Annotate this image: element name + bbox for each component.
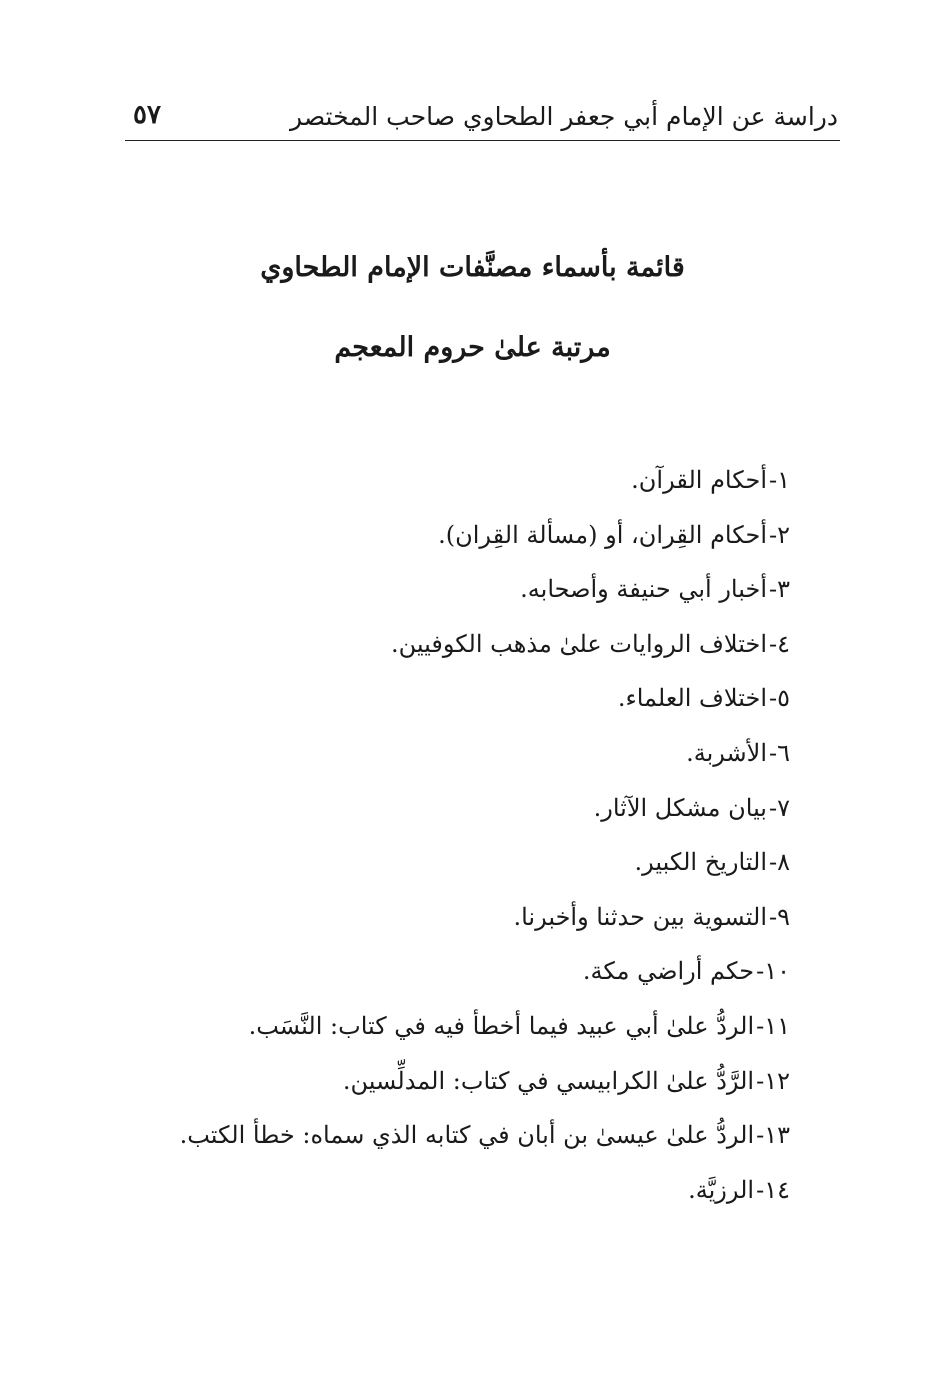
item-text: الرَّدُّ علىٰ الكرابيسي في كتاب: المدلِّسين.: [342, 1066, 755, 1095]
item-number: ٢-: [769, 520, 790, 549]
list-item: [110, 897, 790, 952]
works-list: [110, 460, 790, 1224]
item-text: التاريخ الكبير.: [634, 848, 767, 877]
item-text: الأشربة.: [686, 738, 767, 767]
list-item: [110, 1061, 790, 1116]
main-heading: قائمة بأسماء مصنَّفات الإمام الطحاوي: [260, 252, 685, 283]
item-number: ٤-: [769, 629, 790, 658]
header-title: دراسة عن الإمام أبي جعفر الطحاوي صاحب المختصر: [290, 102, 838, 131]
sub-heading: مرتبة علىٰ حروم المعجم: [334, 332, 611, 363]
item-number: ٩-: [769, 902, 790, 931]
item-text: التسوية بين حدثنا وأخبرنا.: [513, 902, 767, 931]
item-number: ١١-: [756, 1011, 790, 1040]
list-item: [110, 1170, 790, 1225]
item-number: ١٠-: [756, 957, 790, 986]
item-number: ١٤-: [756, 1175, 790, 1204]
list-item: [110, 678, 790, 733]
item-text: اختلاف العلماء.: [617, 684, 767, 713]
item-number: ١٢-: [756, 1066, 790, 1095]
item-text: بيان مشكل الآثار.: [593, 793, 767, 822]
item-text: أخبار أبي حنيفة وأصحابه.: [520, 575, 767, 604]
item-text: اختلاف الروايات علىٰ مذهب الكوفيين.: [391, 629, 767, 658]
item-number: ٨-: [769, 848, 790, 877]
page-number: ٥٧: [133, 100, 161, 130]
item-text: الردُّ علىٰ عيسىٰ بن أبان في كتابه الذي سماه: خطأ الكتب.: [179, 1121, 755, 1150]
list-item: [110, 624, 790, 679]
list-item: [110, 788, 790, 843]
item-number: ٣-: [769, 575, 790, 604]
item-text: الردُّ علىٰ أبي عبيد فيما أخطأ فيه في كتاب: النَّسَب.: [248, 1011, 755, 1040]
item-number: ٧-: [769, 793, 790, 822]
list-item: [110, 733, 790, 788]
item-text: أحكام القِران، أو (مسألة القِران).: [438, 520, 767, 549]
list-item: [110, 951, 790, 1006]
item-text: الرزيَّة.: [688, 1175, 755, 1204]
item-number: ٦-: [769, 738, 790, 767]
list-item: [110, 460, 790, 515]
list-item: [110, 569, 790, 624]
running-header: [125, 98, 840, 141]
item-text: حكم أراضي مكة.: [582, 957, 755, 986]
item-number: ٥-: [769, 684, 790, 713]
list-item: [110, 842, 790, 897]
list-item: [110, 515, 790, 570]
list-item: [110, 1006, 790, 1061]
item-text: أحكام القرآن.: [631, 466, 767, 494]
list-item: [110, 1115, 790, 1170]
item-number: ١-: [769, 466, 790, 494]
item-number: ١٣-: [756, 1121, 790, 1150]
